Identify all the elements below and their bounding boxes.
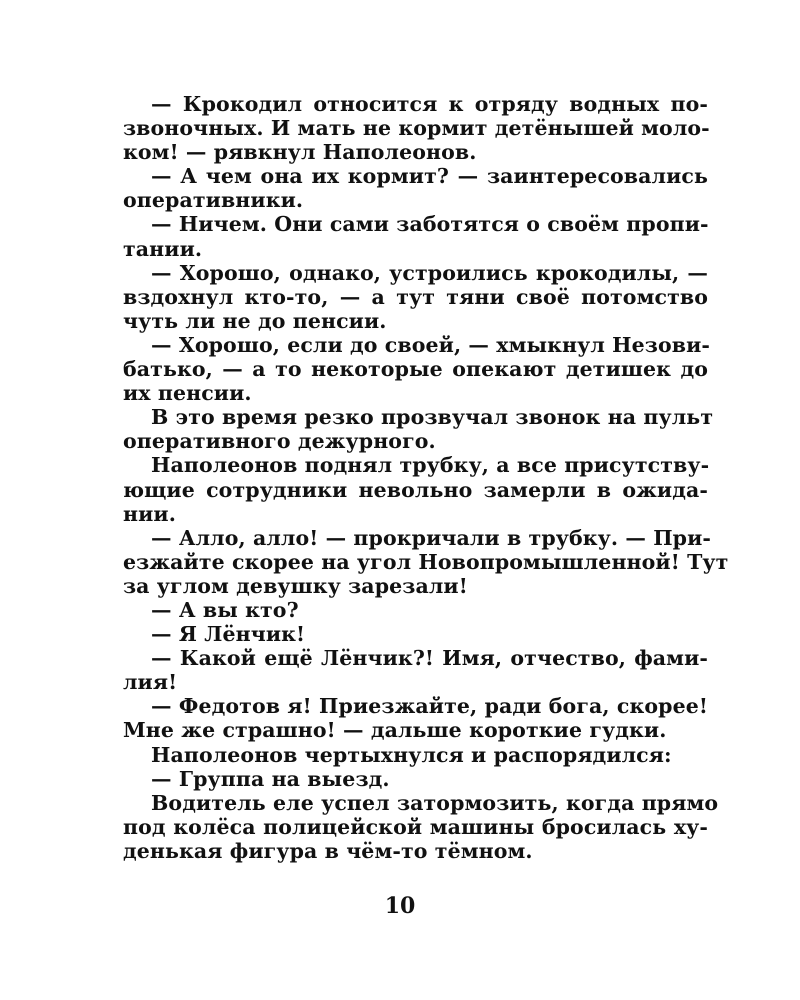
- text-line: езжайте скорее на угол Новопромышленной! Тут: [123, 549, 729, 574]
- paragraph: [123, 453, 708, 525]
- text-line: — Федотов я! Приезжайте, ради бога, скорее!: [151, 694, 708, 719]
- text-line: батько, — а то некоторые опекают детишек до: [123, 357, 708, 382]
- text-line: — Алло, алло! — прокричали в трубку. — При-: [151, 525, 712, 550]
- text-line: оперативники.: [123, 188, 304, 213]
- paragraph: [123, 261, 708, 333]
- text-line: их пенсии.: [123, 381, 252, 406]
- text-line: — Группа на выезд.: [151, 766, 390, 791]
- page-number: 10: [384, 893, 416, 919]
- text-line: звоночных. И мать не кормит детёнышей моло-: [123, 116, 710, 141]
- text-line: тании.: [123, 236, 203, 261]
- text-line: под колёса полицейской машины бросилась ху-: [123, 814, 708, 839]
- paragraph: [123, 646, 708, 694]
- paragraph: [123, 790, 719, 863]
- paragraph: [123, 405, 714, 454]
- paragraph: [123, 164, 708, 212]
- text-line: — Хорошо, если до своей, — хмыкнул Незови-: [151, 332, 710, 357]
- text-line: — Крокодил относится к отряду водных по-: [151, 92, 708, 116]
- text-line: лия!: [123, 670, 178, 695]
- text-line: — Хорошо, однако, устроились крокодилы, —: [151, 260, 708, 285]
- text-line: вздохнул кто-то, — а тут тяни своё потомство: [123, 284, 708, 309]
- paragraph: [123, 598, 708, 622]
- text-line: — Какой ещё Лёнчик?! Имя, отчество, фами-: [151, 646, 708, 671]
- text-line: денькая фигура в чём-то тёмном.: [123, 838, 533, 863]
- text-line: В это время резко прозвучал звонок на пульт: [151, 405, 714, 430]
- text-line: за углом девушку зарезали!: [123, 573, 468, 598]
- text-line: Наполеонов чертыхнулся и распорядился:: [151, 742, 672, 767]
- paragraph: [123, 212, 708, 260]
- paragraph: [123, 333, 708, 405]
- page-body-text: [123, 92, 729, 863]
- text-line: — А чем она их кормит? — заинтересовались: [151, 164, 708, 189]
- paragraph: [123, 743, 708, 767]
- text-line: Наполеонов поднял трубку, а все присутству-: [151, 453, 710, 478]
- text-line: оперативного дежурного.: [123, 429, 436, 454]
- text-line: чуть ли не до пенсии.: [123, 308, 387, 333]
- text-line: — Ничем. Они сами заботятся о своём пропи-: [151, 212, 709, 237]
- paragraph: [123, 694, 708, 742]
- text-line: ющие сотрудники невольно замерли в ожида-: [123, 477, 708, 502]
- text-line: — Я Лёнчик!: [151, 622, 306, 647]
- text-line: Водитель еле успел затормозить, когда прямо: [151, 790, 719, 815]
- text-line: нии.: [123, 501, 176, 526]
- text-line: — А вы кто?: [151, 597, 299, 622]
- paragraph: [123, 92, 708, 164]
- text-line: Мне же страшно! — дальше короткие гудки.: [123, 718, 667, 743]
- paragraph: [123, 622, 708, 646]
- paragraph: [123, 525, 729, 598]
- text-line: ком! — рявкнул Наполеонов.: [123, 140, 477, 165]
- paragraph: [123, 767, 708, 791]
